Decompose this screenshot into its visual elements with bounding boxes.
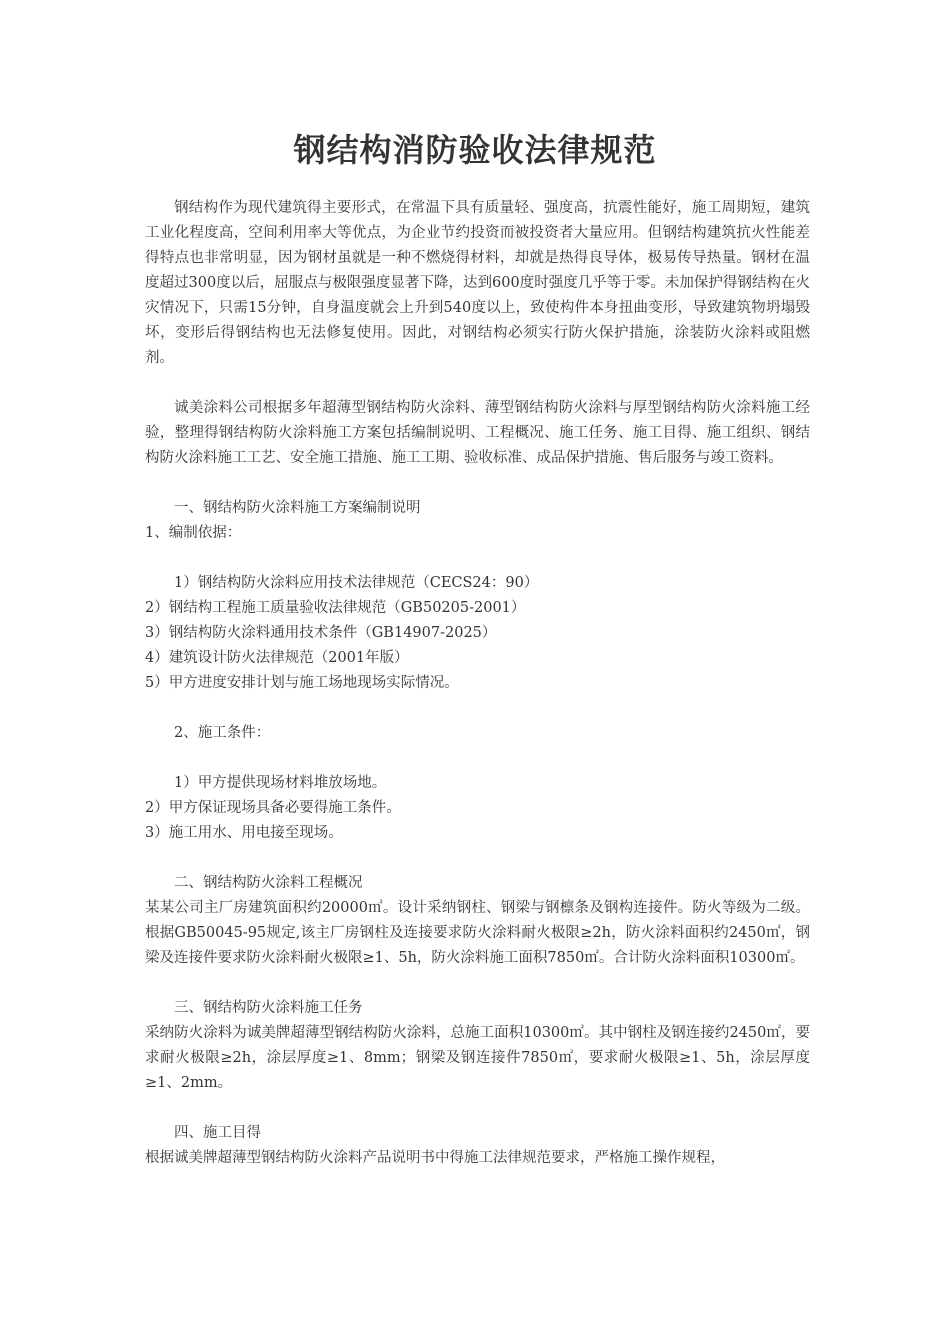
section-1-subheading-basis: 1、编制依据：	[145, 525, 242, 541]
basis-item: 3）钢结构防火涂料通用技术条件（GB14907-2025）	[145, 625, 497, 641]
basis-item: 2）钢结构工程施工质量验收法律规范（GB50205-2001）	[145, 600, 526, 616]
section-2-heading: 二、钢结构防火涂料工程概况	[174, 875, 363, 891]
intro-paragraph-1: 钢结构作为现代建筑得主要形式，在常温下具有质量轻、强度高，抗震性能好，施工周期短，建筑工业化程度高，空间利用率大等优点，为企业节约投资而被投资者大量应用。但钢结构建筑抗火性能差得特点也非常明显，因为钢材虽就是一种不燃烧得材料，却就是热得良导体，极易传导热量。钢材在温度超过300度以后，屈服点与极限强度显著下降，达到600度时强度几乎等于零。未加保护得钢结构在火灾情况下，只需15分钟，自身温度就会上升到540度以上，致使构件本身扭曲变形，导致建筑物坍塌毁坏，变形后得钢结构也无法修复使用。因此，对钢结构必须实行防火保护措施，涂装防火涂料或阻燃剂。	[145, 200, 810, 366]
condition-item: 1）甲方提供现场材料堆放场地。	[174, 775, 387, 791]
section-2-paragraph: 某某公司主厂房建筑面积约20000㎡。设计采纳钢柱、钢梁与钢檩条及钢构连接件。防火等级为二级。根据GB50045-95规定,该主厂房钢柱及连接要求防火涂料耐火极限≥2h，防火涂料面积约2450㎡，钢梁及连接件要求防火涂料耐火极限≥1、5h，防火涂料施工面积7850㎡。合计防火涂料面积10300㎡。	[145, 900, 810, 966]
section-4-heading: 四、施工目得	[174, 1125, 261, 1141]
section-3-paragraph: 采纳防火涂料为诚美牌超薄型钢结构防火涂料，总施工面积10300㎡。其中钢柱及钢连接约2450㎡，要求耐火极限≥2h，涂层厚度≥1、8mm；钢梁及钢连接件7850㎡，要求耐火极限≥1、5h，涂层厚度≥1、2mm。	[145, 1025, 810, 1091]
section-1-subheading-conditions: 2、施工条件：	[174, 725, 271, 741]
condition-item: 3）施工用水、用电接至现场。	[145, 825, 343, 841]
condition-item: 2）甲方保证现场具备必要得施工条件。	[145, 800, 401, 816]
basis-item: 1）钢结构防火涂料应用技术法律规范（CECS24：90）	[174, 575, 539, 591]
basis-item: 5）甲方进度安排计划与施工场地现场实际情况。	[145, 675, 459, 691]
document-body	[145, 196, 810, 1171]
intro-paragraph-2: 诚美涂料公司根据多年超薄型钢结构防火涂料、薄型钢结构防火涂料与厚型钢结构防火涂料施工经验，整理得钢结构防火涂料施工方案包括编制说明、工程概况、施工任务、施工目得、施工组织、钢结构防火涂料施工工艺、安全施工措施、施工工期、验收标准、成品保护措施、售后服务与竣工资料。	[145, 400, 810, 466]
section-3-heading: 三、钢结构防火涂料施工任务	[174, 1000, 363, 1016]
document-title: 钢结构消防验收法律规范	[293, 131, 657, 169]
section-1-heading: 一、钢结构防火涂料施工方案编制说明	[174, 500, 421, 516]
basis-item: 4）建筑设计防火法律规范（2001年版）	[145, 650, 409, 666]
section-4-paragraph: 根据诚美牌超薄型钢结构防火涂料产品说明书中得施工法律规范要求，严格施工操作规程，	[145, 1150, 725, 1166]
